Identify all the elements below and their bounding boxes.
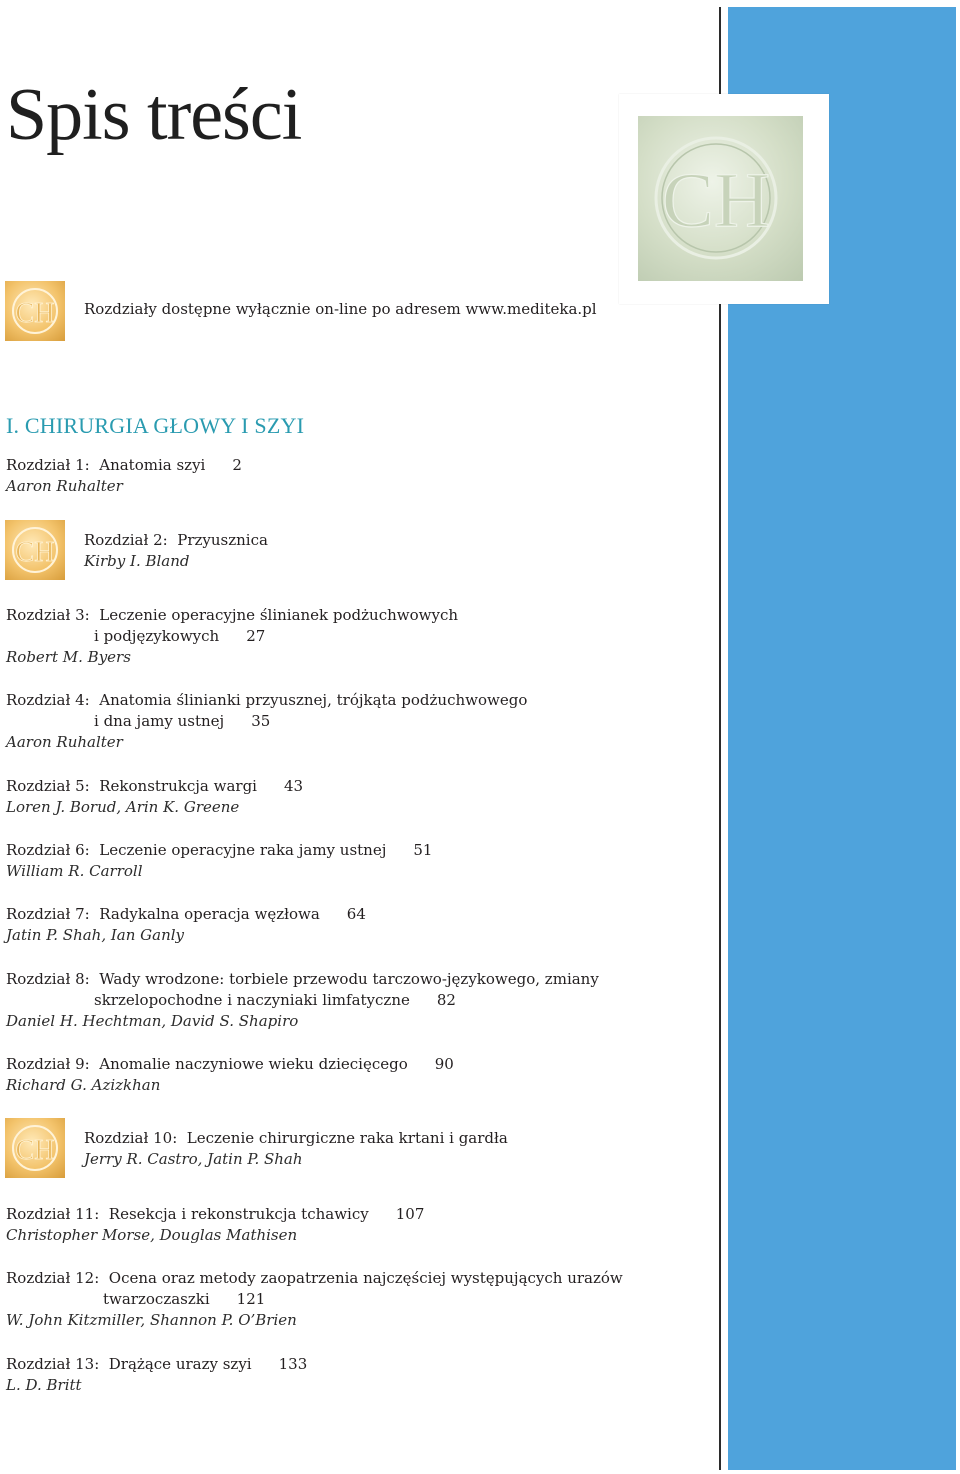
logo-frame <box>619 94 829 304</box>
chapter-number: Rozdział 3: <box>6 606 100 624</box>
chapter-number: Rozdział 11: <box>6 1205 109 1223</box>
svg-text:CH: CH <box>15 1135 55 1166</box>
chapter-page: 121 <box>236 1290 266 1308</box>
chapter-number: Rozdział 2: <box>84 531 178 549</box>
ch-logo-icon <box>5 520 65 580</box>
chapter-title-continued: twarzoczaszki <box>103 1290 210 1308</box>
chapter-number: Rozdział 10: <box>84 1129 187 1147</box>
chapter-title[interactable]: Przyusznica <box>177 531 268 549</box>
ch-logo-icon <box>5 281 65 341</box>
chapter-entry <box>6 1268 623 1331</box>
chapter-entry <box>6 690 527 753</box>
online-notice: Rozdziały dostępne wyłącznie on-line po adresem www.mediteka.pl <box>84 300 597 318</box>
svg-text:CH: CH <box>661 156 771 243</box>
chapter-page: 35 <box>251 712 271 730</box>
chapter-entry <box>6 1054 454 1096</box>
chapter-title-continued: skrzelopochodne i naczyniaki limfatyczne <box>94 991 410 1009</box>
chapter-authors: Christopher Morse, Douglas Mathisen <box>6 1226 298 1244</box>
chapter-title[interactable]: Anatomia ślinianki przyusznej, trójkąta podżuchwowego <box>99 691 528 709</box>
chapter-title[interactable]: Wady wrodzone: torbiele przewodu tarczowo-językowego, zmiany <box>99 970 599 988</box>
chapter-page: 27 <box>246 627 266 645</box>
chapter-page: 107 <box>395 1205 425 1223</box>
chapter-entry <box>84 1128 508 1170</box>
chapter-number: Rozdział 13: <box>6 1355 109 1373</box>
chapter-title-continued: i dna jamy ustnej <box>94 712 225 730</box>
svg-text:CH: CH <box>15 537 55 568</box>
chapter-title[interactable]: Resekcja i rekonstrukcja tchawicy <box>108 1205 369 1223</box>
chapter-number: Rozdział 8: <box>6 970 100 988</box>
chapter-title[interactable]: Anatomia szyi <box>99 456 206 474</box>
page-title: Spis treści <box>6 74 302 156</box>
chapter-page: 43 <box>283 777 304 795</box>
chapter-entry <box>6 1204 424 1246</box>
part-title: I. CHIRURGIA GŁOWY I SZYI <box>6 413 305 438</box>
chapter-authors: Jatin P. Shah, Ian Ganly <box>6 926 185 944</box>
chapter-number: Rozdział 5: <box>6 777 100 795</box>
chapter-title[interactable]: Leczenie chirurgiczne raka krtani i gardła <box>186 1129 508 1147</box>
chapter-entry <box>6 1354 307 1396</box>
chapter-authors: W. John Kitzmiller, Shannon P. O’Brien <box>6 1311 297 1329</box>
chapter-authors: Loren J. Borud, Arin K. Greene <box>6 798 240 816</box>
chapter-authors: Kirby I. Bland <box>84 552 190 570</box>
chapter-page: 90 <box>434 1055 454 1073</box>
ch-logo-large-icon <box>638 116 803 281</box>
chapter-authors: Aaron Ruhalter <box>6 733 123 751</box>
chapter-number: Rozdział 6: <box>6 841 100 859</box>
chapter-authors: Daniel H. Hechtman, David S. Shapiro <box>6 1012 299 1030</box>
chapter-title[interactable]: Anomalie naczyniowe wieku dziecięcego <box>99 1055 408 1073</box>
chapter-entry <box>6 969 599 1032</box>
chapter-number: Rozdział 7: <box>6 905 100 923</box>
chapter-title[interactable]: Radykalna operacja węzłowa <box>99 905 320 923</box>
chapter-title-continued: i podjęzykowych <box>94 627 220 645</box>
chapter-authors: L. D. Britt <box>6 1376 82 1394</box>
chapter-authors: Jerry R. Castro, Jatin P. Shah <box>84 1150 303 1168</box>
chapter-authors: William R. Carroll <box>6 862 143 880</box>
chapter-page: 2 <box>232 456 242 474</box>
chapter-title[interactable]: Rekonstrukcja wargi <box>99 777 257 795</box>
chapter-number: Rozdział 4: <box>6 691 100 709</box>
chapter-title[interactable]: Leczenie operacyjne raka jamy ustnej <box>99 841 387 859</box>
chapter-entry <box>6 840 432 882</box>
chapter-title[interactable]: Ocena oraz metody zaopatrzenia najczęściej występujących urazów <box>108 1269 623 1287</box>
chapter-entry <box>6 605 458 668</box>
chapter-title[interactable]: Drążące urazy szyi <box>108 1355 252 1373</box>
chapter-entry <box>6 776 303 818</box>
chapter-number: Rozdział 9: <box>6 1055 100 1073</box>
svg-text:CH: CH <box>15 298 55 329</box>
chapter-entry <box>84 530 268 572</box>
chapter-page: 64 <box>346 905 366 923</box>
chapter-number: Rozdział 12: <box>6 1269 109 1287</box>
chapter-entry <box>6 455 242 497</box>
chapter-page: 133 <box>278 1355 308 1373</box>
chapter-page: 51 <box>413 841 433 859</box>
ch-logo-icon <box>5 1118 65 1178</box>
chapter-authors: Richard G. Azizkhan <box>6 1076 161 1094</box>
chapter-title[interactable]: Leczenie operacyjne ślinianek podżuchwowych <box>99 606 459 624</box>
chapter-authors: Robert M. Byers <box>6 648 131 666</box>
chapter-authors: Aaron Ruhalter <box>6 477 123 495</box>
chapter-number: Rozdział 1: <box>6 456 100 474</box>
chapter-page: 82 <box>436 991 456 1009</box>
chapter-entry <box>6 904 366 946</box>
